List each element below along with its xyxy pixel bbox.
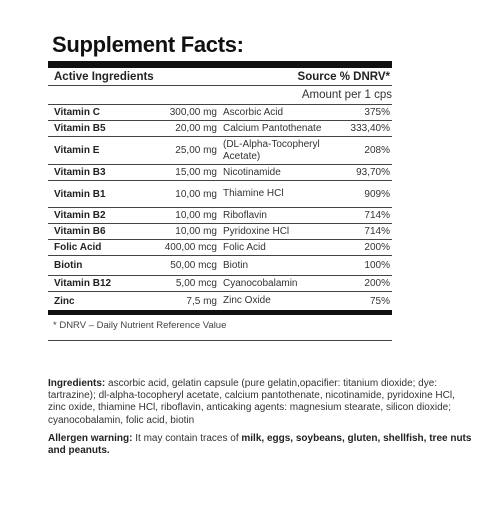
ingredient-name: Vitamin B1 <box>48 181 149 208</box>
ingredient-name: Vitamin B5 <box>48 121 149 137</box>
table-header <box>48 68 392 85</box>
table-row <box>48 224 392 240</box>
ingredient-dnrv: 75% <box>343 292 392 313</box>
ingredient-dnrv: 208% <box>343 137 392 165</box>
table-row <box>48 181 392 208</box>
ingredient-amount: 50,00 mcg <box>149 256 223 276</box>
ingredient-dnrv: 714% <box>343 224 392 240</box>
ingredient-dnrv: 714% <box>343 208 392 224</box>
ingredient-name: Vitamin E <box>48 137 149 165</box>
ingredient-amount: 20,00 mg <box>149 121 223 137</box>
ingredient-name: Folic Acid <box>48 240 149 256</box>
title-divider <box>48 61 392 68</box>
ingredient-source: Pyridoxine HCl <box>223 224 343 240</box>
table-row <box>48 165 392 181</box>
ingredient-name: Vitamin B3 <box>48 165 149 181</box>
supplement-facts-panel <box>48 32 392 341</box>
allergen-text: It may contain traces of <box>132 432 242 444</box>
ingredient-dnrv: 200% <box>343 240 392 256</box>
ingredient-name: Biotin <box>48 256 149 276</box>
header-active-ingredients: Active Ingredients <box>54 71 154 83</box>
ingredient-amount: 5,00 mcg <box>149 276 223 292</box>
table-row <box>48 137 392 165</box>
ingredient-name: Zinc <box>48 292 149 313</box>
ingredient-source: Nicotinamide <box>223 165 343 181</box>
ingredient-source: Thiamine HCl <box>223 181 343 208</box>
ingredient-dnrv: 93,70% <box>343 165 392 181</box>
ingredient-source: Zinc Oxide <box>223 292 343 313</box>
ingredients-paragraph <box>48 378 472 427</box>
allergen-paragraph <box>48 433 472 457</box>
ingredient-amount: 25,00 mg <box>149 137 223 165</box>
ingredients-label: Ingredients: <box>48 378 106 389</box>
ingredient-amount: 400,00 mcg <box>149 240 223 256</box>
table-row <box>48 208 392 224</box>
ingredient-dnrv: 100% <box>343 256 392 276</box>
ingredient-source: Ascorbic Acid <box>223 105 343 121</box>
ingredient-name: Vitamin B12 <box>48 276 149 292</box>
panel-title: Supplement Facts: <box>52 32 244 57</box>
table-row <box>48 240 392 256</box>
ingredient-source: (DL-Alpha-Tocopheryl Acetate) <box>223 137 343 165</box>
ingredient-name: Vitamin B6 <box>48 224 149 240</box>
header-source-dnrv: Source % DNRV* <box>297 71 390 83</box>
facts-table <box>48 104 392 315</box>
allergen-list: milk, eggs, soybeans, gluten, shellfish, tree nuts and peanuts. <box>48 432 472 457</box>
ingredient-dnrv: 333,40% <box>343 121 392 137</box>
ingredient-name: Vitamin B2 <box>48 208 149 224</box>
ingredient-amount: 10,00 mg <box>149 208 223 224</box>
notes-section <box>48 378 472 463</box>
amount-per-serving: Amount per 1 cps <box>301 89 392 101</box>
ingredient-source: Biotin <box>223 256 343 276</box>
ingredient-dnrv: 909% <box>343 181 392 208</box>
ingredient-source: Riboflavin <box>223 208 343 224</box>
ingredient-amount: 15,00 mg <box>149 165 223 181</box>
ingredient-amount: 10,00 mg <box>149 224 223 240</box>
ingredient-amount: 10,00 mg <box>149 181 223 208</box>
table-row <box>48 121 392 137</box>
ingredient-source: Folic Acid <box>223 240 343 256</box>
table-row <box>48 292 392 313</box>
ingredient-dnrv: 375% <box>343 105 392 121</box>
footnote-divider <box>48 340 392 341</box>
dnrv-footnote: * DNRV – Daily Nutrient Reference Value <box>53 320 227 331</box>
ingredient-dnrv: 200% <box>343 276 392 292</box>
ingredient-source: Calcium Pantothenate <box>223 121 343 137</box>
ingredients-text: ascorbic acid, gelatin capsule (pure gelatin,opacifier: titanium dioxide; dye: tartrazine); dl-alpha-tocopheryl acetate, calcium pantothenate, nicotinamide, pyridoxine HCl, zinc oxide, thiamine HCl, riboflavin, anticaking agents: magnesium stearate, silicon dioxide; cyanocobalamin, folic acid, biotin <box>48 378 455 426</box>
ingredient-amount: 300,00 mg <box>149 105 223 121</box>
table-row <box>48 105 392 121</box>
table-row <box>48 256 392 276</box>
ingredient-source: Cyanocobalamin <box>223 276 343 292</box>
ingredient-name: Vitamin C <box>48 105 149 121</box>
allergen-label: Allergen warning: <box>48 432 133 444</box>
table-row <box>48 276 392 292</box>
ingredient-amount: 7,5 mg <box>149 292 223 313</box>
